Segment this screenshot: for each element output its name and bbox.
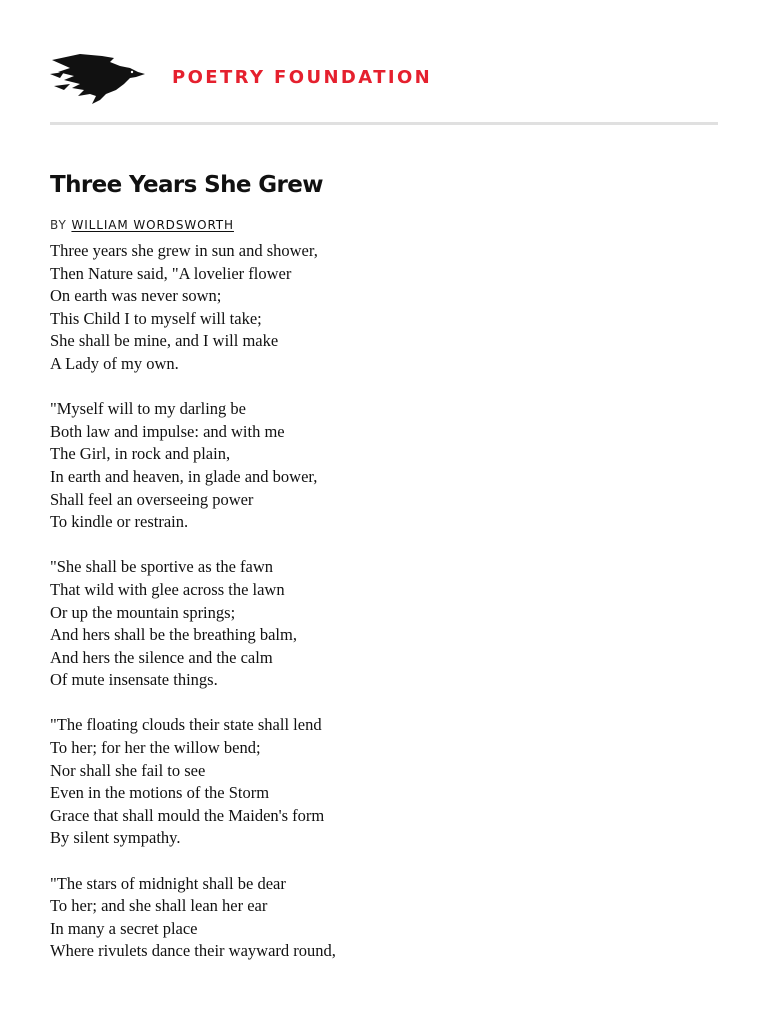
brand-name[interactable]: POETRY FOUNDATION (172, 67, 433, 88)
poem-line: Or up the mountain springs; (50, 602, 236, 622)
poem-line: Even in the motions of the Storm (50, 783, 270, 803)
header-divider (50, 122, 718, 125)
poem-line: And hers shall be the breathing balm, (50, 625, 297, 645)
poem-line: "The stars of midnight shall be dear (50, 873, 286, 893)
poem-line: "Myself will to my darling be (50, 399, 247, 419)
poem-line: Three years she grew in sun and shower, (50, 241, 318, 260)
poem-line: That wild with glee across the lawn (50, 579, 285, 599)
poem-line: Grace that shall mould the Maiden's form (50, 805, 325, 825)
poem-stanza (50, 714, 650, 850)
bird-logo-icon[interactable] (50, 50, 146, 106)
poem-body (50, 240, 650, 986)
poem-stanza (50, 873, 650, 963)
poem-stanza (50, 556, 650, 692)
poem-line: "The floating clouds their state shall lend (50, 715, 322, 735)
poem-line: A Lady of my own. (50, 353, 179, 373)
poem-line: And hers the silence and the calm (50, 647, 273, 667)
poem-line: To her; and she shall lean her ear (50, 896, 268, 916)
poem-line: Of mute insensate things. (50, 670, 218, 690)
site-header (50, 48, 718, 110)
poem-line: Then Nature said, "A lovelier flower (50, 263, 292, 283)
poem-line: "She shall be sportive as the fawn (50, 557, 274, 577)
poem-line: In earth and heaven, in glade and bower, (50, 466, 318, 486)
poem-line: Both law and impulse: and with me (50, 421, 285, 441)
poem-line: On earth was never sown; (50, 286, 222, 306)
poem-line: By silent sympathy. (50, 828, 181, 848)
poem-line: Shall feel an overseeing power (50, 489, 254, 509)
poem-line: This Child I to myself will take; (50, 308, 262, 328)
poem-line: To kindle or restrain. (50, 512, 189, 532)
author-link[interactable]: WILLIAM WORDSWORTH (71, 218, 234, 232)
poem-stanza (50, 240, 650, 376)
poem-title: Three Years She Grew (50, 172, 323, 198)
by-label: BY (50, 218, 67, 232)
poem-line: She shall be mine, and I will make (50, 331, 279, 351)
poem-line: Where rivulets dance their wayward round, (50, 941, 336, 961)
poem-line: Nor shall she fail to see (50, 760, 206, 780)
poem-stanza (50, 398, 650, 534)
poem-line: The Girl, in rock and plain, (50, 444, 231, 464)
poem-line: In many a secret place (50, 918, 198, 938)
byline (50, 218, 234, 232)
poem-line: To her; for her the willow bend; (50, 738, 261, 758)
